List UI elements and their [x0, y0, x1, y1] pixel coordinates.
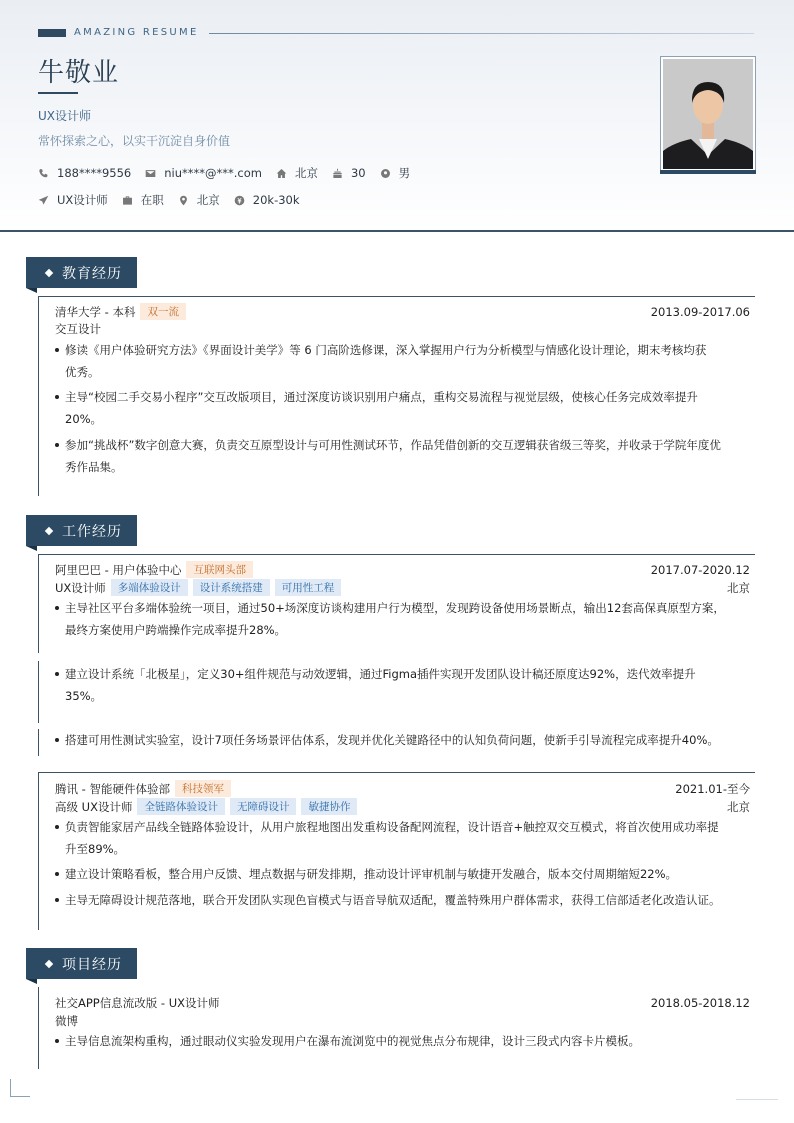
job-period: 2021.01-至今: [675, 781, 750, 796]
education-major-row: [55, 321, 750, 337]
job-entry-header: [55, 561, 750, 578]
gender-icon: [380, 168, 391, 179]
work-side-rule: [38, 729, 39, 756]
header-divider: [0, 230, 794, 232]
profile-photo: [663, 59, 753, 169]
job-intent-row: [38, 192, 314, 208]
salary-icon: [234, 195, 245, 206]
job-bullet: 建立设计策略看板，整合用户反馈、埋点数据与研发排期，推动设计评审机制与敏捷开发融合，版本交付周期缩短22%。: [55, 863, 750, 885]
project-bullet: 主导信息流架构重构，通过眼动仪实验发现用户在瀑布流浏览中的视觉焦点分布规律，设计三段式内容卡片模板。: [55, 1030, 750, 1052]
education-entry-header: [55, 303, 750, 320]
name-underline: [38, 92, 78, 94]
job-role-row: [55, 798, 750, 815]
job-role-row: [55, 579, 750, 596]
job-bullet: 负责智能家居产品线全链路体验设计，从用户旅程地图出发重构设备配网流程，设计语音+触控双交互模式，将首次使用成功率提 升至89%。: [55, 816, 750, 860]
company-badge: 互联网头部: [186, 561, 253, 578]
intent-city-item: 北京: [178, 192, 220, 208]
project-client: 微博: [55, 1014, 78, 1028]
resume-tag: AMAZING RESUME: [74, 27, 199, 38]
skill-tag: 全链路体验设计: [137, 798, 225, 815]
home-icon: [276, 168, 287, 179]
section-work-heading: 工作经历: [26, 515, 137, 546]
project-entry-header: [55, 995, 750, 1011]
contact-row: [38, 165, 424, 181]
job-city: 北京: [727, 580, 750, 595]
company-name: 腾讯 - 智能硬件体验部: [55, 781, 170, 796]
skill-tag: 敏捷协作: [301, 798, 357, 815]
salary-item: 20k-30k: [234, 193, 300, 207]
motto: 常怀探索之心，以实干沉淀自身价值: [38, 134, 231, 148]
skill-tag: 无障碍设计: [230, 798, 297, 815]
job-divider: [38, 772, 755, 773]
job-entry-header: [55, 780, 750, 797]
job-bullet: 搭建可用性测试实验室，设计7项任务场景评估体系，发现并优化关键路径中的认知负荷问题，使新手引导流程完成率提升40%。: [55, 729, 750, 751]
major: 交互设计: [55, 322, 101, 336]
candidate-name: 牛敬业: [38, 58, 120, 88]
skill-tag: 可用性工程: [275, 579, 342, 596]
job-role: UX设计师: [55, 580, 106, 595]
company-badge: 科技领军: [175, 780, 231, 797]
status-item: 在职: [122, 192, 164, 208]
tag-bar: [38, 29, 66, 37]
cake-icon: [332, 168, 343, 179]
education-side-rule: [38, 296, 39, 496]
job-bullet: 建立设计系统「北极星」，定义30+组件规范与动效逻辑，通过Figma插件实现开发团队设计稿还原度达92%，迭代效率提升 35%。: [55, 663, 750, 707]
page-corner-mark: [10, 1079, 30, 1097]
diamond-icon: [45, 526, 53, 534]
send-icon: [38, 195, 49, 206]
location-pin-icon: [178, 195, 189, 206]
job-period: 2017.07-2020.12: [650, 562, 750, 577]
age-item: 30: [332, 166, 366, 180]
diamond-icon: [45, 959, 53, 967]
work-side-rule: [38, 772, 39, 930]
job-bullet: 主导无障碍设计规范落地，联合开发团队实现色盲模式与语音导航双适配，覆盖特殊用户群体需求，获得工信部适老化改造认证。: [55, 889, 750, 911]
tag-rule: [209, 33, 754, 34]
education-bullet: 修读《用户体验研究方法》《界面设计美学》等 6 门高阶选修课，深入掌握用户行为分析模型与情感化设计理论，期末考核均获 优秀。: [55, 339, 750, 383]
section-education-heading: 教育经历: [26, 257, 137, 288]
skill-tag: 设计系统搭建: [193, 579, 270, 596]
education-bullet: 参加“挑战杯”数字创意大赛，负责交互原型设计与可用性测试环节，作品凭借创新的交互逻辑获省级三等奖，并收录于学院年度优 秀作品集。: [55, 434, 750, 478]
mail-icon: [145, 168, 156, 179]
project-side-rule: [38, 987, 39, 1069]
work-top-rule: [38, 554, 755, 555]
city-item: 北京: [276, 165, 318, 181]
work-side-rule: [38, 661, 39, 723]
page-corner-rule: [736, 1099, 778, 1100]
job-title: UX设计师: [38, 109, 92, 123]
school-badge: 双一流: [140, 303, 186, 320]
project-period: 2018.05-2018.12: [650, 996, 750, 1010]
phone-item: 188****9556: [38, 166, 131, 180]
project-client-row: [55, 1013, 750, 1029]
briefcase-icon: [122, 195, 133, 206]
skill-tag: 多端体验设计: [111, 579, 188, 596]
education-bullet: 主导“校园二手交易小程序”交互改版项目，通过深度访谈识别用户痛点，重构交易流程与视觉层级，使核心任务完成效率提升 20%。: [55, 386, 750, 430]
email-item: niu****@***.com: [145, 166, 262, 180]
education-period: 2013.09-2017.06: [650, 304, 750, 319]
gender-item: 男: [380, 165, 411, 181]
job-role: 高级 UX设计师: [55, 799, 133, 814]
work-side-rule: [38, 554, 39, 653]
job-bullet: 主导社区平台多端体验统一项目，通过50+场深度访谈构建用户行为模型，发现跨设备使用场景断点，输出12套高保真原型方案， 最终方案使用户跨端操作完成率提升28%。: [55, 597, 750, 641]
diamond-icon: [45, 268, 53, 276]
project-name: 社交APP信息流改版 - UX设计师: [55, 996, 220, 1010]
section-projects-heading: 项目经历: [26, 948, 137, 979]
phone-icon: [38, 168, 49, 179]
job-city: 北京: [727, 799, 750, 814]
school-name: 清华大学 - 本科: [55, 304, 136, 319]
education-top-rule: [38, 296, 755, 297]
company-name: 阿里巴巴 - 用户体验中心: [55, 562, 182, 577]
intent-position-item: UX设计师: [38, 192, 108, 208]
photo-accent: [660, 170, 756, 174]
